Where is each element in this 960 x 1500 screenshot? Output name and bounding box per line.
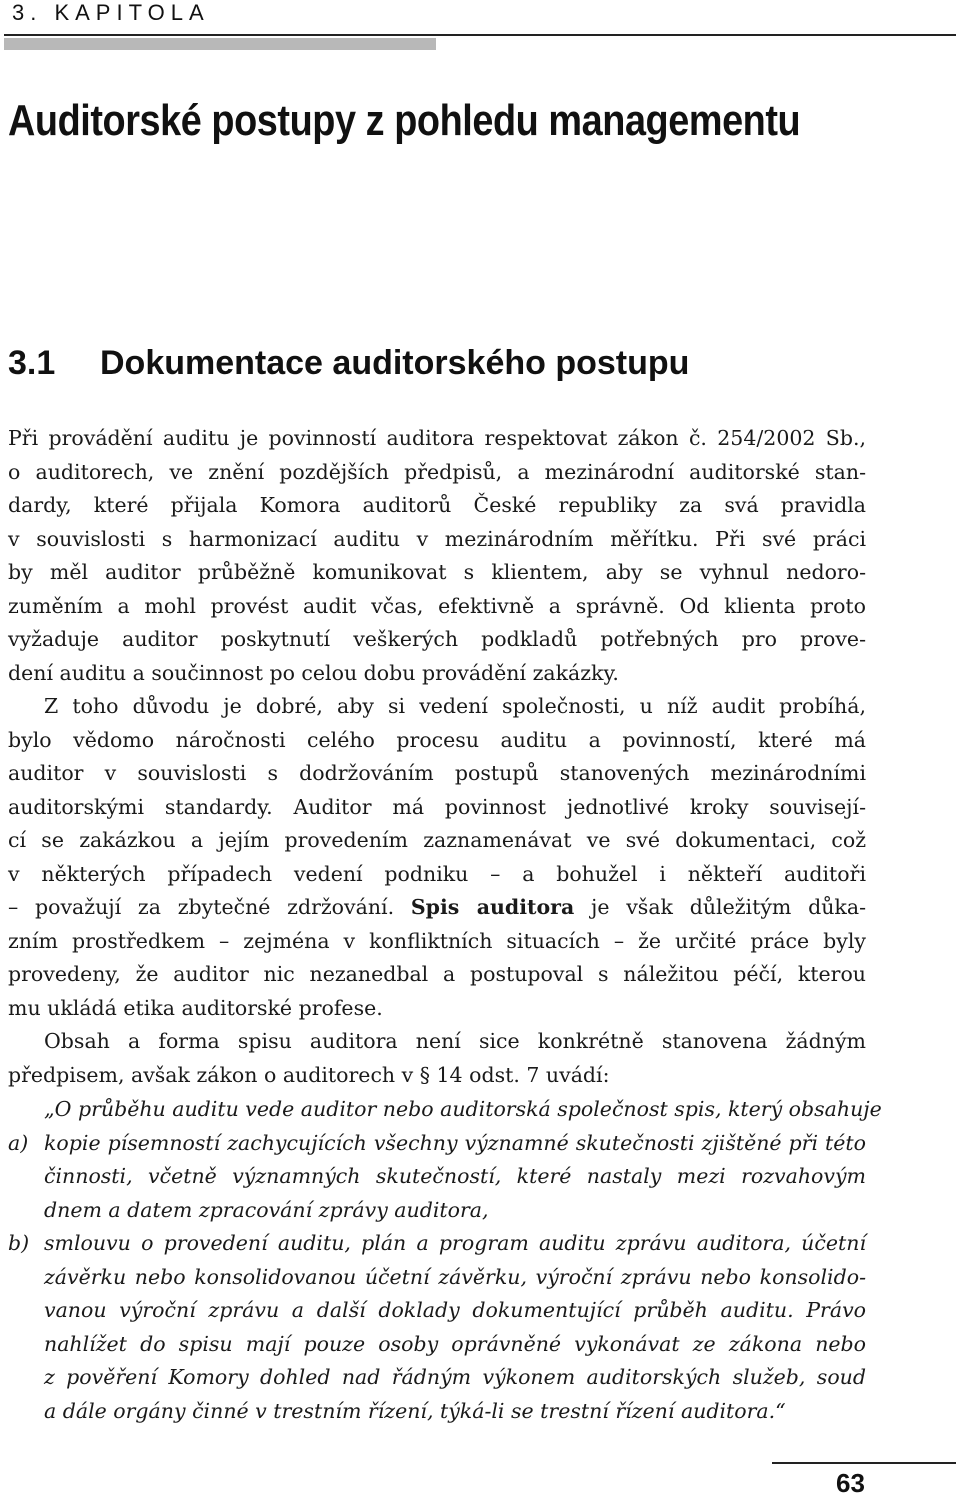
paragraph-2-bold-prefix: – považují za zbytečné zdržování. — [8, 895, 411, 919]
paragraph-1-line: vyžaduje auditor poskytnutí veškerých podkladů potřebných pro prove- — [8, 627, 866, 651]
quote-item-line: a dále orgány činné v trestním řízení, týká-li se trestní řízení auditora.“ — [44, 1398, 786, 1423]
paragraph-2-line: mu ukládá etika auditorské profese. — [8, 995, 383, 1020]
paragraph-2-line: bylo vědomo náročnosti celého procesu auditu a povinností, které má — [8, 727, 866, 752]
quote-item-line: činnosti, včetně významných skutečností, které nastaly mezi rozvahovým — [44, 1164, 866, 1188]
paragraph-2-bold-suffix: je však důležitým důka- — [574, 895, 866, 919]
paragraph-2-line: auditor v souvislosti s dodržováním postupů stanovených mezinárodními — [8, 761, 866, 785]
header-rule-thin — [4, 34, 956, 36]
paragraph-1-line: zuměním a mohl provést audit včas, efektivně a správně. Od klienta proto — [8, 593, 866, 618]
paragraph-1-line: v souvislosti s harmonizací auditu v mezinárodním měřítku. Při své práci — [8, 526, 866, 551]
quote-intro: „O průběhu auditu vede auditor nebo auditorská společnost spis, který obsahuje — [44, 1097, 882, 1121]
quote-item-line: závěrku nebo konsolidovanou účetní závěrku, výroční zprávu nebo konsolido- — [44, 1264, 866, 1289]
quote-item-line: nahlížet do spisu mají pouze osoby oprávněné vykonávat ze zákona nebo — [44, 1331, 866, 1356]
paragraph-1-line: by měl auditor průběžně komunikovat s klientem, aby se vyhnul nedoro- — [8, 560, 866, 584]
quote-item-a — [8, 1127, 866, 1228]
paragraph-3-line: předpisem, avšak zákon o auditorech v § 14 odst. 7 uvádí: — [8, 1062, 610, 1087]
paragraph-2-bold-line — [8, 891, 866, 925]
paragraph-1-line: dardy, které přijala Komora auditorů České republiky za svá pravidla — [8, 493, 866, 517]
paragraph-2-line: zním prostředkem – zejména v konfliktních situacích – že určité práce byly — [8, 928, 866, 953]
quote-item-line: z pověření Komory dohled nad řádným výkonem auditorských služeb, soud — [44, 1365, 866, 1389]
paragraph-1-line: o auditorech, ve znění pozdějších předpisů, a mezinárodní auditorské stan- — [8, 459, 866, 484]
paragraph-2 — [8, 690, 866, 1025]
quote-item-line: kopie písemností zachycujících všechny významné skutečnosti zjištěné při této — [44, 1130, 866, 1155]
quote-item-line: vanou výroční zprávu a další doklady dokumentující průběh auditu. Právo — [44, 1298, 866, 1322]
paragraph-2-lines-before — [8, 690, 866, 891]
quote-item-b-marker: b) — [8, 1231, 30, 1255]
paragraph-2-line: v některých případech vedení podniku – a bohužel i někteří auditoři — [8, 861, 866, 886]
paragraph-3 — [8, 1025, 866, 1092]
page-number-rule — [772, 1462, 956, 1464]
quote-item-b — [8, 1227, 866, 1428]
section-number: 3.1 — [8, 344, 56, 382]
paragraph-2-line: provedeny, že auditor nic nezanedbal a postupoval s náležitou péčí, kterou — [8, 962, 866, 986]
section-title: Dokumentace auditorského postupu — [100, 344, 690, 382]
quote-item-a-marker: a) — [8, 1130, 29, 1155]
page-number: 63 — [836, 1468, 865, 1498]
paragraph-2-line: Z toho důvodu je dobré, aby si vedení společnosti, u níž audit probíhá, — [44, 694, 866, 718]
chapter-label: 3. KAPITOLA — [12, 0, 210, 25]
quote-item-line: smlouvu o provedení auditu, plán a program auditu zprávu auditora, účetní — [44, 1231, 866, 1255]
paragraph-1 — [8, 422, 866, 690]
paragraph-1-line: Při provádění auditu je povinností auditora respektovat zákon č. 254/2002 Sb., — [8, 426, 866, 450]
paragraph-2-lines-after — [8, 925, 866, 1026]
paragraph-1-line: dení auditu a součinnost po celou dobu provádění zakázky. — [8, 660, 619, 685]
paragraph-3-line: Obsah a forma spisu auditora není sice konkrétně stanovena žádným — [44, 1029, 866, 1053]
header-rule-thick — [4, 38, 436, 50]
section-heading — [8, 344, 689, 383]
paragraph-2-line: auditorskými standardy. Auditor má povinnost jednotlivé kroky souvisejí- — [8, 794, 866, 819]
quote-item-line: dnem a datem zpracování zprávy auditora, — [44, 1197, 489, 1222]
law-quote — [8, 1093, 882, 1428]
paragraph-2-line: cí se zakázkou a jejím provedením zaznamenávat ve své dokumentaci, což — [8, 828, 866, 852]
chapter-title: Auditorské postupy z pohledu managementu — [8, 96, 801, 145]
spis-auditora-term: Spis auditora — [410, 895, 575, 919]
